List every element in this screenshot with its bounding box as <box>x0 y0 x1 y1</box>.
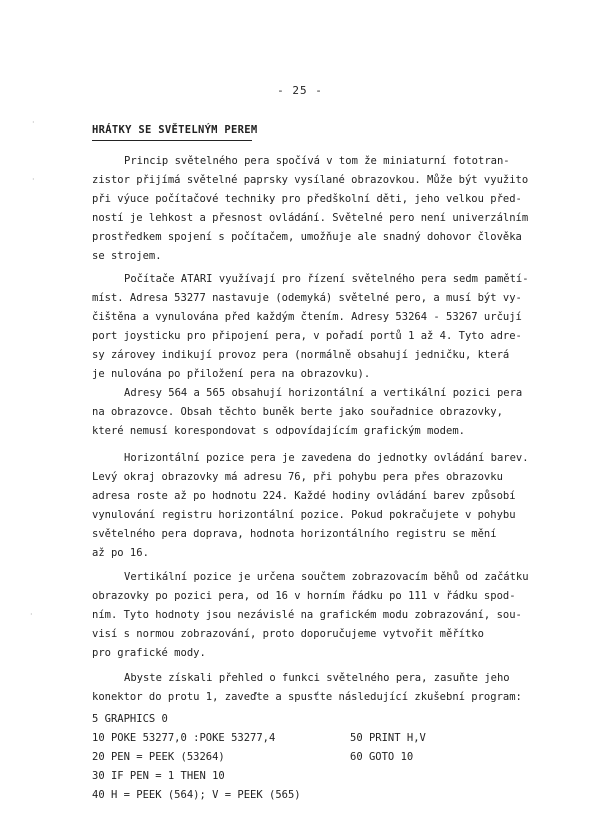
paragraph-line: je nulována po přiložení pera na obrazovku). <box>92 368 371 380</box>
scan-speck: · <box>32 118 35 127</box>
paragraph-line: na obrazovce. Obsah těchto buněk berte jako souřadnice obrazovky, <box>92 406 503 418</box>
paragraph-line: které nemusí korespondovat s odpovídajícím grafickým modem. <box>92 425 465 437</box>
paragraph-line: prostředkem spojení s počítačem, umožňuje ale snadný dohovor člověka <box>92 231 522 243</box>
paragraph-line: ností je lehkost a přesnost ovládání. Světelné pero není univerzálním <box>92 212 529 224</box>
program-line: 5 GRAPHICS 0 <box>92 713 168 725</box>
program-line: 60 GOTO 10 <box>350 751 414 763</box>
paragraph-line: až po 16. <box>92 547 149 559</box>
paragraph-line: světelného pera doprava, hodnota horizontálního registru se mění <box>92 528 497 540</box>
paragraph-line: Horizontální pozice pera je zavedena do jednotky ovládání barev. <box>124 452 529 464</box>
program-line: 10 POKE 53277,0 :POKE 53277,4 <box>92 732 276 744</box>
paragraph-line: Počítače ATARI využívají pro řízení světelného pera sedm pamětí- <box>124 273 529 285</box>
paragraph-line: čištěna a vynulována před každým čtením. Adresy 53264 - 53267 určují <box>92 311 522 323</box>
paragraph-line: Abyste získali přehled o funkci světelného pera, zasuňte jeho <box>124 672 510 684</box>
paragraph-line: ním. Tyto hodnoty jsou nezávislé na grafickém modu zobrazování, sou- <box>92 609 522 621</box>
program-line: 30 IF PEN = 1 THEN 10 <box>92 770 225 782</box>
scan-speck: · <box>30 610 33 619</box>
paragraph-line: se strojem. <box>92 250 162 262</box>
program-line: 20 PEN = PEEK (53264) <box>92 751 225 763</box>
paragraph-line: pro grafické mody. <box>92 647 206 659</box>
scan-speck: · <box>32 175 35 184</box>
paragraph-line: vynulování registru horizontální pozice. Pokud pokračujete v pohybu <box>92 509 516 521</box>
paragraph-line: port joysticku pro připojení pera, v pořadí portů 1 až 4. Tyto adre- <box>92 330 522 342</box>
paragraph-line: Vertikální pozice je určena součtem zobrazovacím běhů od začátku <box>124 571 529 583</box>
paragraph-line: obrazovky po pozici pera, od 16 v horním řádku po 111 v řádku spod- <box>92 590 516 602</box>
paragraph-line: Adresy 564 a 565 obsahují horizontální a vertikální pozici pera <box>124 387 523 399</box>
paragraph-line: konektor do protu 1, zaveďte a spusťte následující zkušební program: <box>92 691 522 703</box>
program-line: 40 H = PEEK (564); V = PEEK (565) <box>92 789 301 801</box>
paragraph-line: míst. Adresa 53277 nastavuje (odemyká) světelné pero, a musí být vy- <box>92 292 522 304</box>
paragraph-line: při výuce počítačové techniky pro předškolní děti, jeho velkou před- <box>92 193 522 205</box>
section-heading: HRÁTKY SE SVĚTELNÝM PEREM <box>92 124 258 136</box>
paragraph-line: visí s normou zobrazování, proto doporučujeme vytvořit měřítko <box>92 628 484 640</box>
heading-underline <box>92 140 252 141</box>
paragraph-line: adresa roste až po hodnotu 224. Každé hodiny ovládání barev způsobí <box>92 490 516 502</box>
program-line: 50 PRINT H,V <box>350 732 426 744</box>
paragraph-line: zistor přijímá světelné paprsky vysílané obrazovkou. Může být využito <box>92 174 529 186</box>
paragraph-line: sy zárovey indikují provoz pera (normálně obsahují jedničku, která <box>92 349 510 361</box>
paragraph-line: Princip světelného pera spočívá v tom že miniaturní fototran- <box>124 155 510 167</box>
page-number: - 25 - <box>277 84 323 97</box>
paragraph-line: Levý okraj obrazovky má adresu 76, při pohybu pera přes obrazovku <box>92 471 503 483</box>
